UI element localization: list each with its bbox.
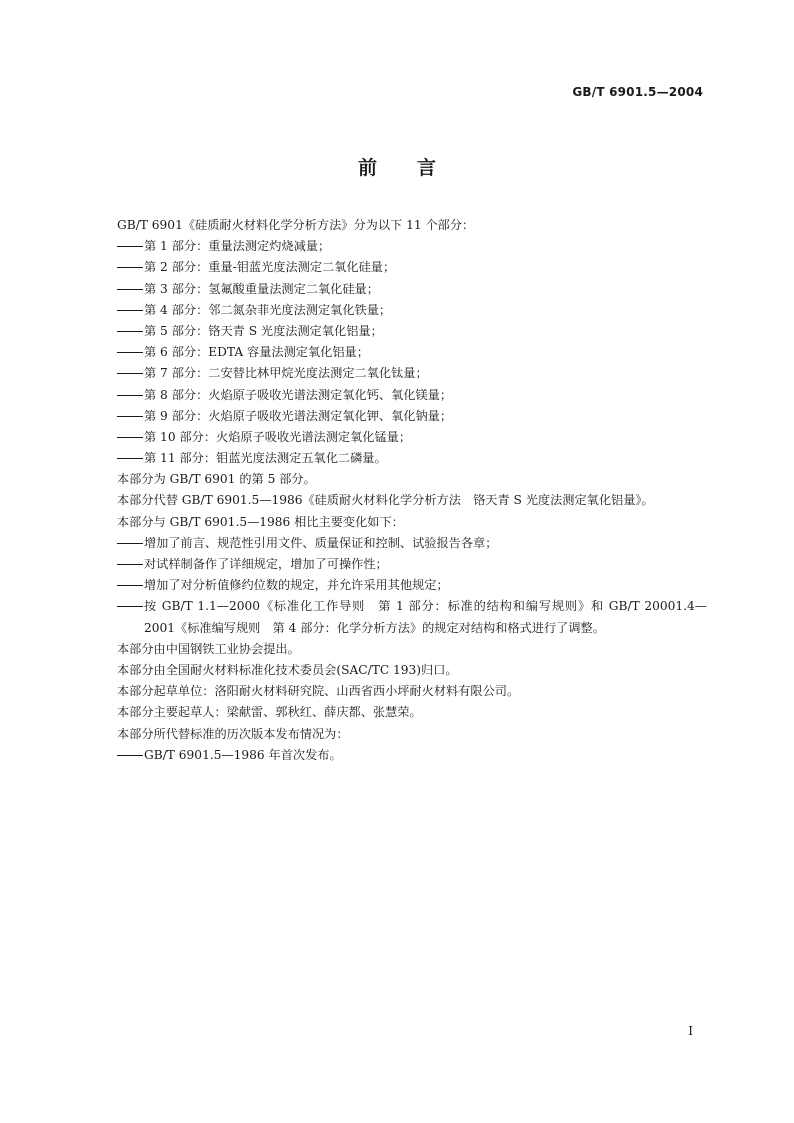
statement-replaces: 本部分代替 GB/T 6901.5—1986《硅质耐火材料化学分析方法 铬天青 S 光度法测定氧化铝量》。	[117, 493, 654, 508]
dash-mark	[117, 331, 143, 332]
history-item: GB/T 6901.5—1986 年首次发布。	[117, 745, 707, 766]
dash-mark	[117, 310, 143, 311]
drafters: 本部分主要起草人：梁献雷、郭秋红、薛庆都、张慧荣。	[117, 705, 422, 720]
page-title: 前言	[357, 157, 476, 179]
part-item: 第 1 部分：重量法测定灼烧减量；	[117, 236, 707, 257]
dash-mark	[117, 585, 143, 586]
part-item: 第 8 部分：火焰原子吸收光谱法测定氧化钙、氧化镁量；	[117, 385, 707, 406]
change-item: 按 GB/T 1.1—2000《标准化工作导则 第 1 部分：标准的结构和编写规则》和 GB/T 20001.4—2001《标准编写规则 第 4 部分：化学分析方法》的规定对结构和格式进行了调整。	[117, 596, 707, 638]
statement-changes: 本部分与 GB/T 6901.5—1986 相比主要变化如下：	[117, 514, 404, 529]
dash-mark	[117, 437, 143, 438]
centralized-by: 本部分由全国耐火材料标准化技术委员会(SAC/TC 193)归口。	[117, 662, 458, 677]
part-item: 第 2 部分：重量-钼蓝光度法测定二氧化硅量；	[117, 257, 707, 278]
part-item: 第 5 部分：铬天青 S 光度法测定氧化铝量；	[117, 321, 707, 342]
history-intro: 本部分所代替标准的历次版本发布情况为：	[117, 726, 349, 741]
page-number: I	[688, 1024, 693, 1038]
part-item: 第 10 部分：火焰原子吸收光谱法测定氧化锰量；	[117, 427, 707, 448]
change-item: 对试样制备作了详细规定，增加了可操作性；	[117, 554, 707, 575]
part-item: 第 6 部分：EDTA 容量法测定氧化铝量；	[117, 342, 707, 363]
dash-mark	[117, 246, 143, 247]
intro-line: GB/T 6901《硅质耐火材料化学分析方法》分为以下 11 个部分：	[117, 218, 475, 232]
dash-mark	[117, 289, 143, 290]
dash-mark	[117, 606, 143, 607]
dash-mark	[117, 352, 143, 353]
dash-mark	[117, 416, 143, 417]
foreword-body	[117, 215, 707, 766]
proposed-by: 本部分由中国钢铁工业协会提出。	[117, 641, 300, 656]
part-item: 第 9 部分：火焰原子吸收光谱法测定氧化钾、氧化钠量；	[117, 406, 707, 427]
change-item: 增加了对分析值修约位数的规定，并允许采用其他规定；	[117, 575, 707, 596]
change-item: 增加了前言、规范性引用文件、质量保证和控制、试验报告各章；	[117, 533, 707, 554]
part-item: 第 7 部分：二安替比林甲烷光度法测定二氧化钛量；	[117, 363, 707, 384]
dash-mark	[117, 755, 143, 756]
part-item: 第 11 部分：钼蓝光度法测定五氧化二磷量。	[117, 448, 707, 469]
dash-mark	[117, 564, 143, 565]
dash-mark	[117, 543, 143, 544]
dash-mark	[117, 373, 143, 374]
standard-code: GB/T 6901.5—2004	[572, 85, 703, 99]
dash-mark	[117, 267, 143, 268]
part-item: 第 4 部分：邻二氮杂菲光度法测定氧化铁量；	[117, 300, 707, 321]
part-item: 第 3 部分：氢氟酸重量法测定二氧化硅量；	[117, 279, 707, 300]
drafting-units: 本部分起草单位：洛阳耐火材料研究院、山西省西小坪耐火材料有限公司。	[117, 684, 520, 699]
statement-part: 本部分为 GB/T 6901 的第 5 部分。	[117, 472, 316, 487]
dash-mark	[117, 395, 143, 396]
dash-mark	[117, 458, 143, 459]
